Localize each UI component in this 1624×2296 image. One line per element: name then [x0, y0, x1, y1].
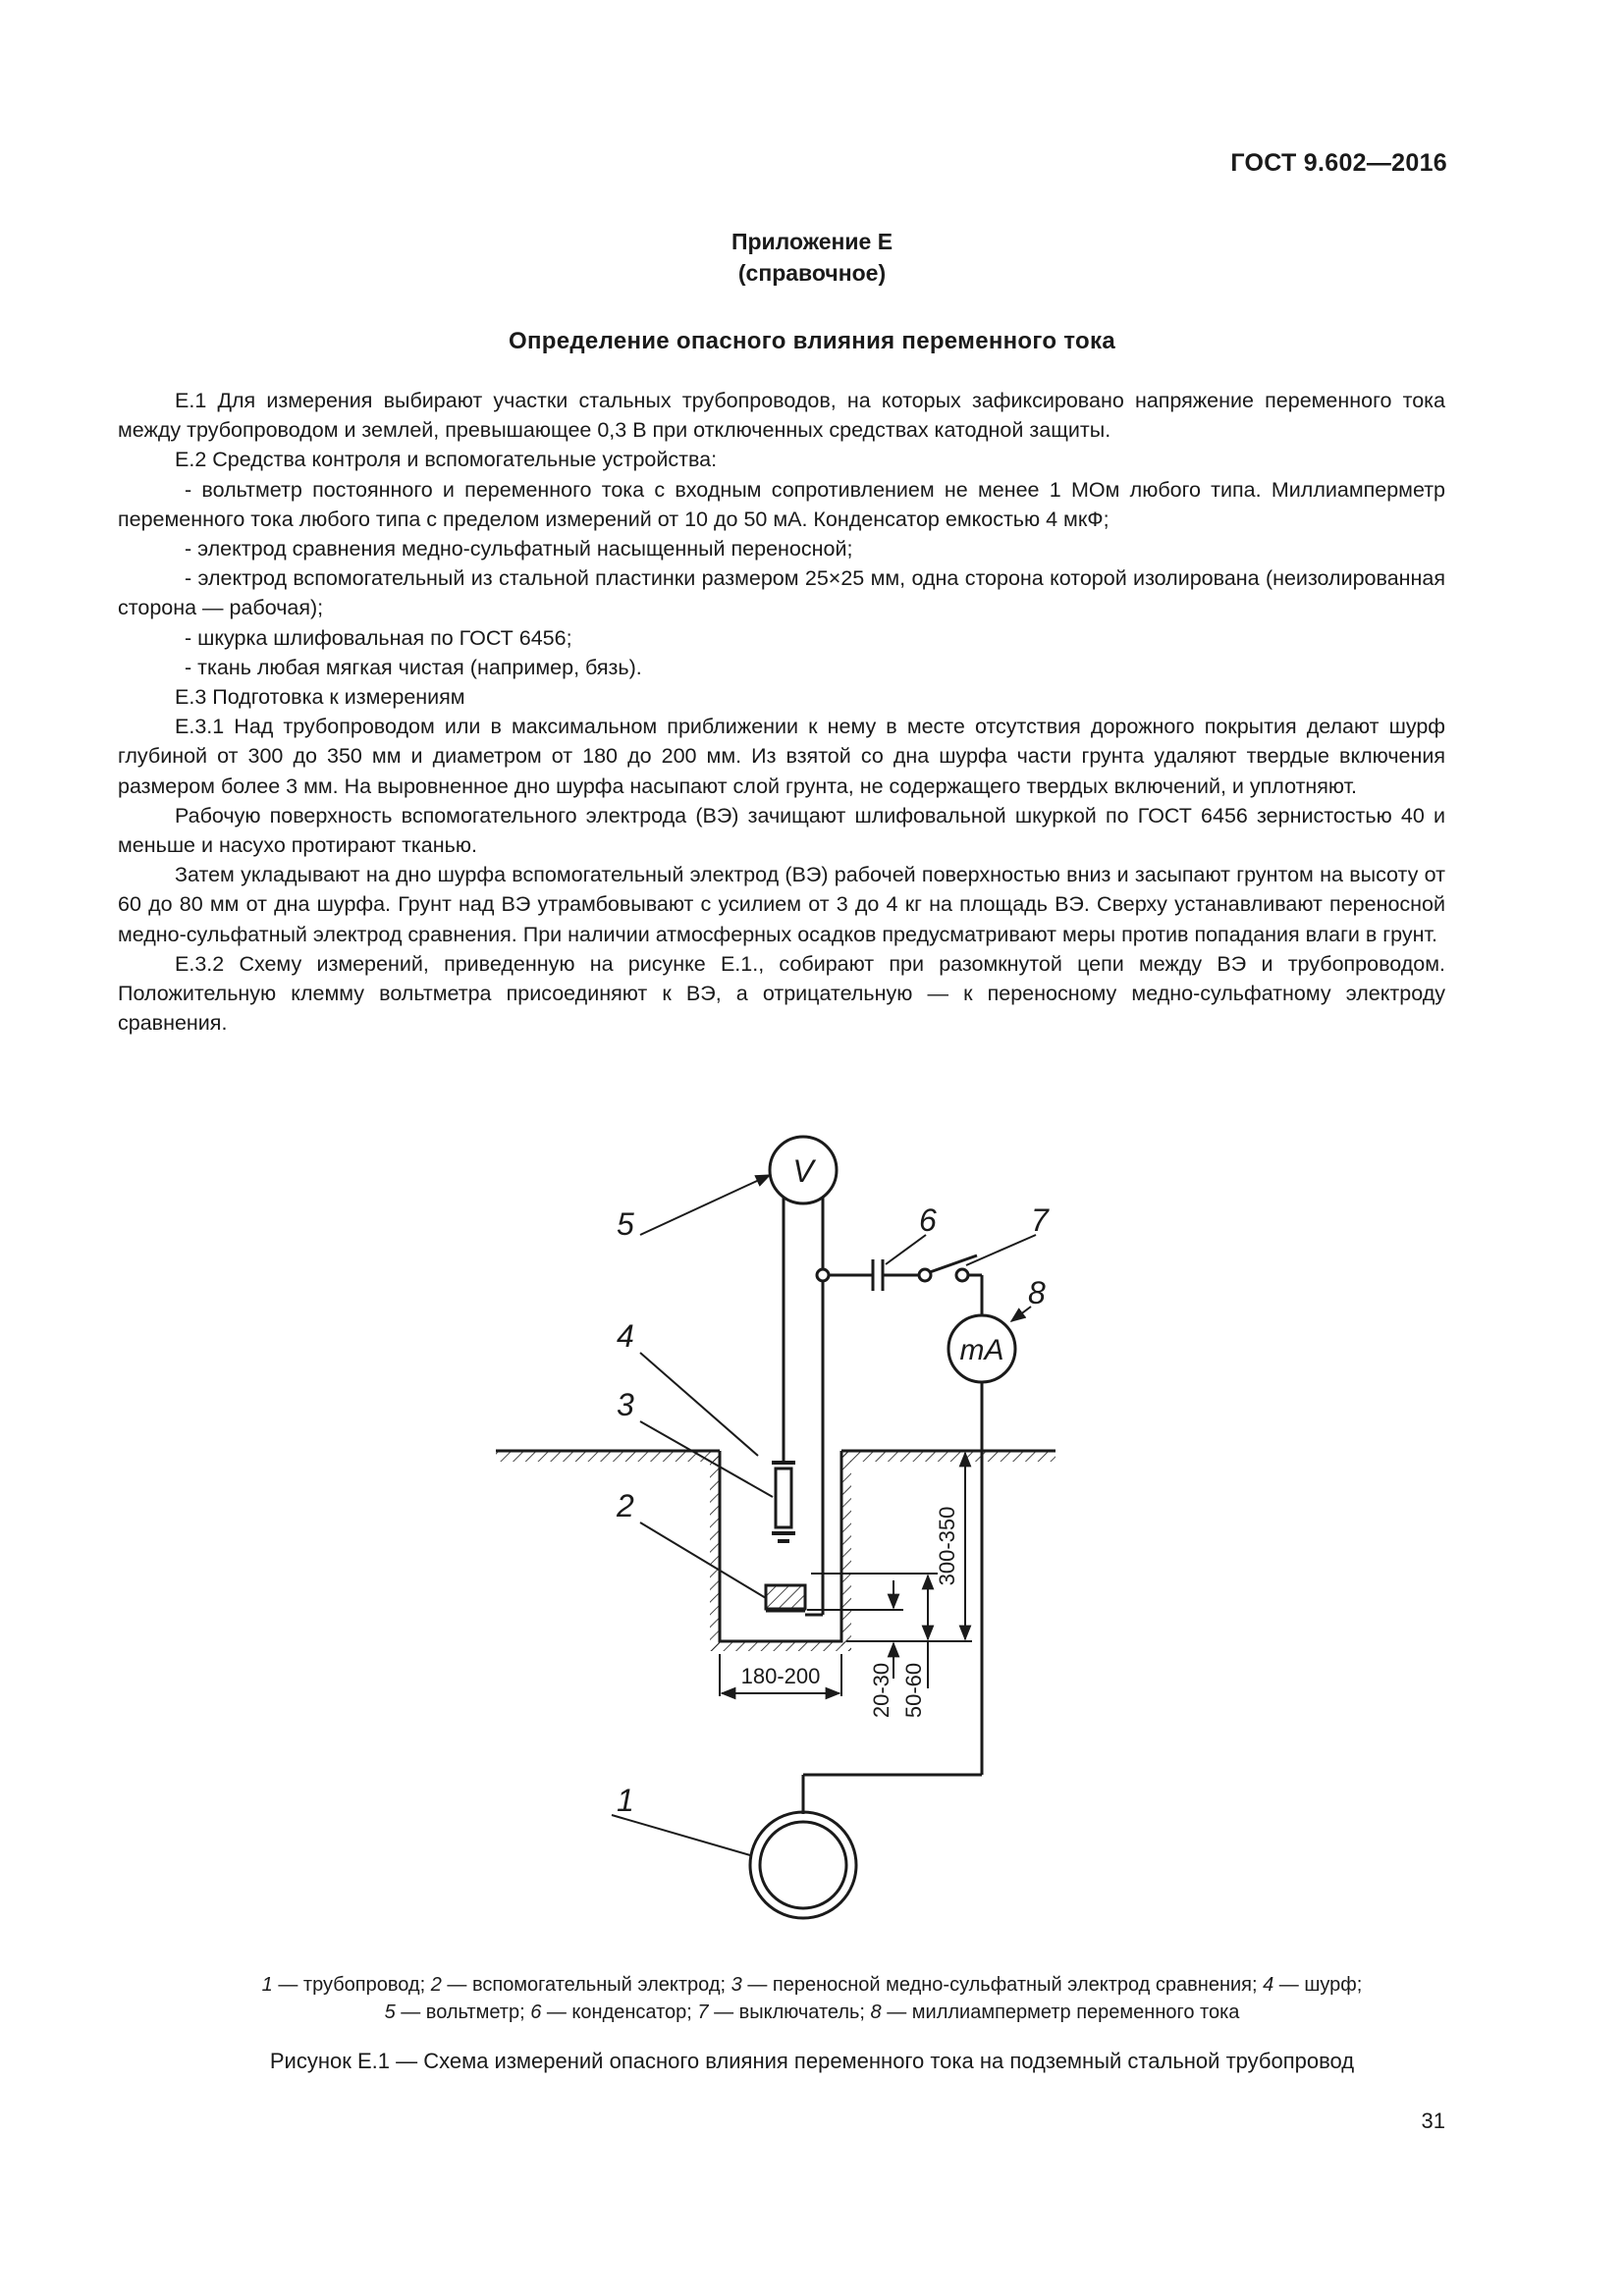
paragraph: - ткань любая мягкая чистая (например, бязь).	[185, 655, 642, 679]
legend-number: 6	[530, 2002, 542, 2023]
legend-number: 1	[261, 1974, 273, 1996]
legend-text: — выключатель;	[708, 2002, 871, 2023]
paragraph: Е.3 Подготовка к измерениям	[175, 685, 465, 710]
legend-number: 7	[697, 2002, 709, 2023]
paragraph: Е.3.2 Схему измерений, приведенную на рисунке Е.1., собирают при разомкнутой цепи между ВЭ и трубопроводом. Положительную клемму вольтметра присоединяют к ВЭ, а отрицательную — к переносному медно-сульфатному электроду сравнения.	[118, 951, 1445, 1036]
voltmeter-label: V	[792, 1153, 814, 1189]
switch-contact-left	[919, 1269, 931, 1281]
pipeline-outer	[750, 1812, 856, 1918]
paragraph: Е.1 Для измерения выбирают участки стальных трубопроводов, на которых зафиксировано напряжение переменного тока между трубопроводом и землей, превышающее 0,3 В при отключенных средствах катодной защиты.	[118, 389, 1445, 443]
paragraph: - шкурка шлифовальная по ГОСТ 6456;	[185, 625, 572, 650]
callout-leader-4	[640, 1353, 758, 1456]
callout-4: 4	[617, 1318, 634, 1354]
callout-7: 7	[1031, 1202, 1049, 1238]
pit-hatch-bottom	[710, 1641, 851, 1651]
legend-number: 2	[430, 1974, 442, 1996]
section-title: Определение опасного влияния переменного тока	[509, 328, 1115, 354]
figure-caption: Рисунок Е.1 — Схема измерений опасного влияния переменного тока на подземный стальной трубопровод	[269, 2049, 1355, 2073]
legend-text: — конденсатор;	[541, 2002, 698, 2023]
legend-number: 8	[870, 2002, 882, 2023]
pit-hatch-left	[710, 1451, 720, 1651]
callout-8: 8	[1028, 1275, 1046, 1310]
callout-leader-1	[612, 1815, 750, 1855]
callout-6: 6	[919, 1202, 937, 1238]
pipeline-inner	[760, 1822, 846, 1908]
legend-number: 4	[1263, 1974, 1274, 1996]
callout-leader-2	[640, 1522, 766, 1598]
paragraph: Е.3.1 Над трубопроводом или в максимальном приближении к нему в месте отсутствия дорожного покрытия делают шурф глубиной от 300 до 350 мм и диаметром от 180 до 200 мм. Из взятой со дна шурфа части грунта удаляют твердые включения размером более 3 мм. На выровненное дно шурфа насыпают слой грунта, не содержащего твердых включений, и уплотняют.	[118, 715, 1445, 798]
ground-hatch-right	[841, 1451, 1056, 1462]
document-code: ГОСТ 9.602—2016	[1230, 149, 1447, 177]
callout-2: 2	[617, 1488, 634, 1523]
appendix-title: Приложение Е	[731, 229, 893, 254]
ground-hatch-left	[496, 1451, 720, 1462]
legend-line-2	[0, 1999, 1624, 2026]
legend-text: — миллиамперметр переменного тока	[881, 2002, 1240, 2023]
junction-node	[817, 1269, 829, 1281]
paragraph: - электрод сравнения медно-сульфатный насыщенный переносной;	[185, 537, 853, 561]
appendix-subtitle: (справочное)	[737, 260, 887, 286]
figure-legend	[0, 1971, 1624, 2026]
dim-width-label: 180-200	[740, 1664, 821, 1688]
page-number: 31	[1421, 2109, 1445, 2133]
paragraph: Рабочую поверхность вспомогательного электрода (ВЭ) зачищают шлифовальной шкуркой по ГОСТ 6456 зернистостью 40 и меньше и насухо протирают тканью.	[118, 803, 1445, 858]
legend-text: — трубопровод;	[272, 1974, 431, 1996]
dim-depth-label: 300-350	[935, 1506, 959, 1586]
callout-leader-6	[886, 1235, 926, 1264]
switch-contact-right	[956, 1269, 968, 1281]
pit-hatch-right	[841, 1451, 851, 1651]
legend-text: — шурф;	[1273, 1974, 1363, 1996]
dim-electrode-label: 20-30	[869, 1662, 893, 1719]
legend-text: — переносной медно-сульфатный электрод сравнения;	[741, 1974, 1264, 1996]
paragraph: - вольтметр постоянного и переменного тока с входным сопротивлением не менее 1 МОм любого типа. Миллиамперметр переменного тока любого типа с пределом измерений от 10 до 50 мА. Конденсатор емкостью 4 мкФ;	[118, 477, 1445, 531]
callout-5: 5	[617, 1206, 634, 1242]
milliammeter-label: mA	[959, 1334, 1004, 1366]
legend-line-1	[0, 1971, 1624, 1999]
dim-fill-label: 50-60	[901, 1662, 926, 1719]
paragraph: Затем укладывают на дно шурфа вспомогательный электрод (ВЭ) рабочей поверхностью вниз и засыпают грунтом на высоту от 60 до 80 мм от дна шурфа. Грунт над ВЭ утрамбовывают с усилием от 3 до 4 кг на площадь ВЭ. Сверху устанавливают переносной медно-сульфатный электрод сравнения. При наличии атмосферных осадков предусматривают меры против попадания влаги в грунт.	[118, 863, 1445, 946]
legend-number: 5	[384, 2002, 396, 2023]
legend-text: — вспомогательный электрод;	[441, 1974, 731, 1996]
legend-text: — вольтметр;	[395, 2002, 531, 2023]
paragraph: Е.2 Средства контроля и вспомогательные устройства:	[175, 448, 718, 472]
paragraph: - электрод вспомогательный из стальной пластинки размером 25×25 мм, одна сторона которой изолирована (неизолированная сторона — рабочая);	[118, 566, 1445, 620]
callout-leader-7	[966, 1235, 1036, 1265]
callout-3: 3	[617, 1387, 634, 1422]
reference-electrode	[776, 1468, 791, 1527]
callout-leader-5	[640, 1175, 770, 1235]
auxiliary-electrode	[766, 1585, 805, 1609]
legend-number: 3	[731, 1974, 742, 1996]
callout-1: 1	[617, 1783, 634, 1818]
